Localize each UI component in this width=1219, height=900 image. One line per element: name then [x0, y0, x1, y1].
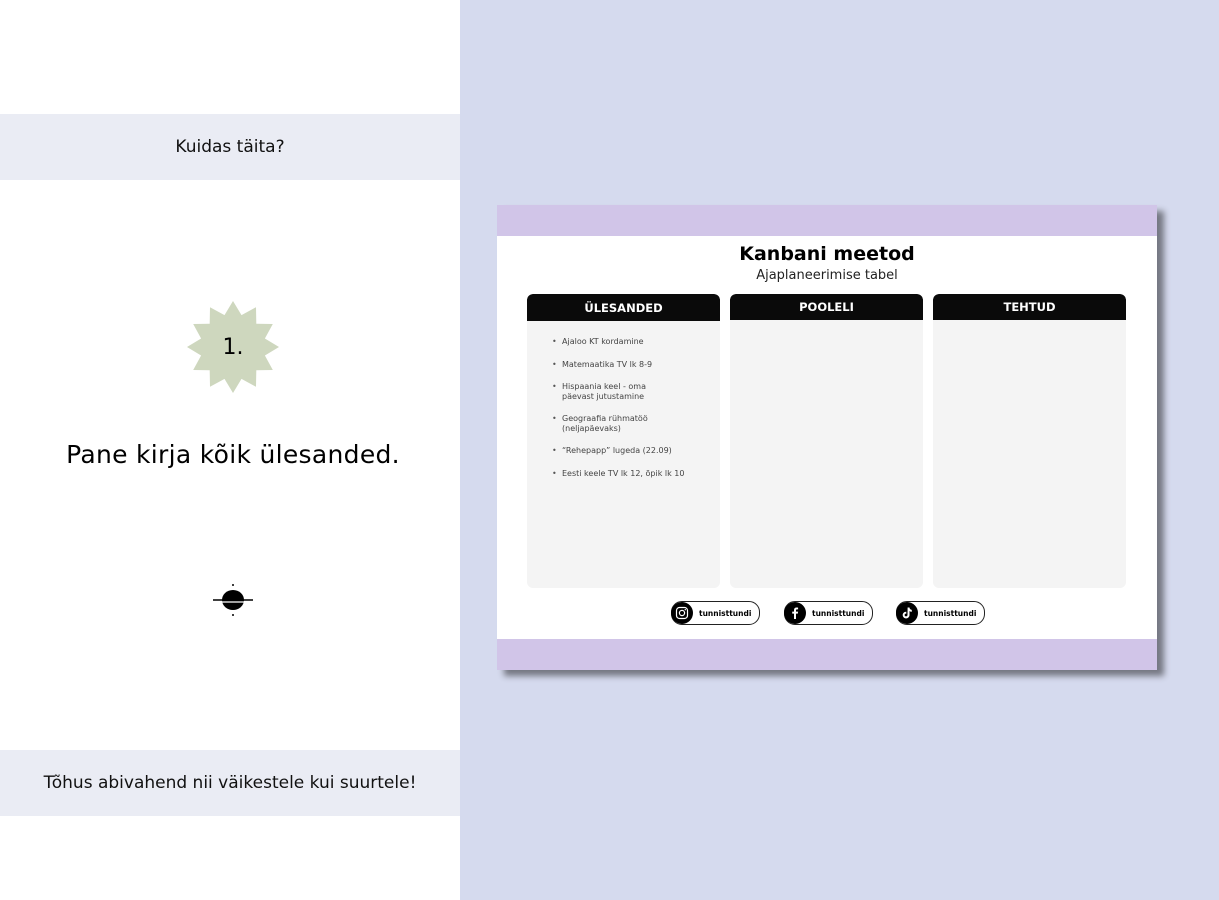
social-instagram	[671, 601, 760, 625]
column-in-progress	[730, 294, 923, 588]
card-bottom-strip	[497, 639, 1157, 670]
how-to-fill-band	[0, 114, 460, 180]
task-item: • Hispaania keel - oma päevast jutustamine	[552, 382, 657, 401]
facebook-icon	[784, 602, 806, 624]
social-handle: tunnisttundi	[699, 608, 752, 618]
card-subtitle: Ajaplaneerimise tabel	[756, 268, 898, 283]
planet-icon	[212, 583, 254, 617]
social-tiktok	[896, 601, 985, 625]
task-list	[527, 321, 720, 478]
column-done	[933, 294, 1126, 588]
task-item: • Eesti keele TV lk 12, õpik lk 10	[552, 469, 710, 479]
tagline-band	[0, 750, 460, 816]
left-panel	[0, 0, 460, 900]
task-item: • Matemaatika TV lk 8-9	[552, 360, 710, 370]
step-badge	[186, 300, 280, 394]
kanban-card	[497, 205, 1157, 670]
step-headline: Pane kirja kõik ülesanded.	[66, 440, 400, 469]
task-item: • Ajaloo KT kordamine	[552, 337, 710, 347]
column-header: ÜLESANDED	[527, 294, 720, 321]
social-handle: tunnisttundi	[812, 608, 865, 618]
column-tasks	[527, 294, 720, 588]
task-item: • Geograafia rühmatöö (neljapäevaks)	[552, 414, 657, 433]
how-to-fill-text: Kuidas täita?	[175, 137, 285, 157]
social-handle: tunnisttundi	[924, 608, 977, 618]
social-facebook	[784, 601, 873, 625]
tiktok-icon	[896, 602, 918, 624]
column-header: POOLELI	[730, 294, 923, 320]
right-panel	[460, 0, 1219, 900]
card-top-strip	[497, 205, 1157, 236]
step-number: 1.	[222, 334, 244, 360]
column-header: TEHTUD	[933, 294, 1126, 320]
card-title: Kanbani meetod	[739, 243, 915, 265]
tagline-text: Tõhus abivahend nii väikestele kui suurtele!	[43, 773, 417, 793]
task-item: • “Rehepapp” lugeda (22.09)	[552, 446, 710, 456]
instagram-icon	[671, 602, 693, 624]
